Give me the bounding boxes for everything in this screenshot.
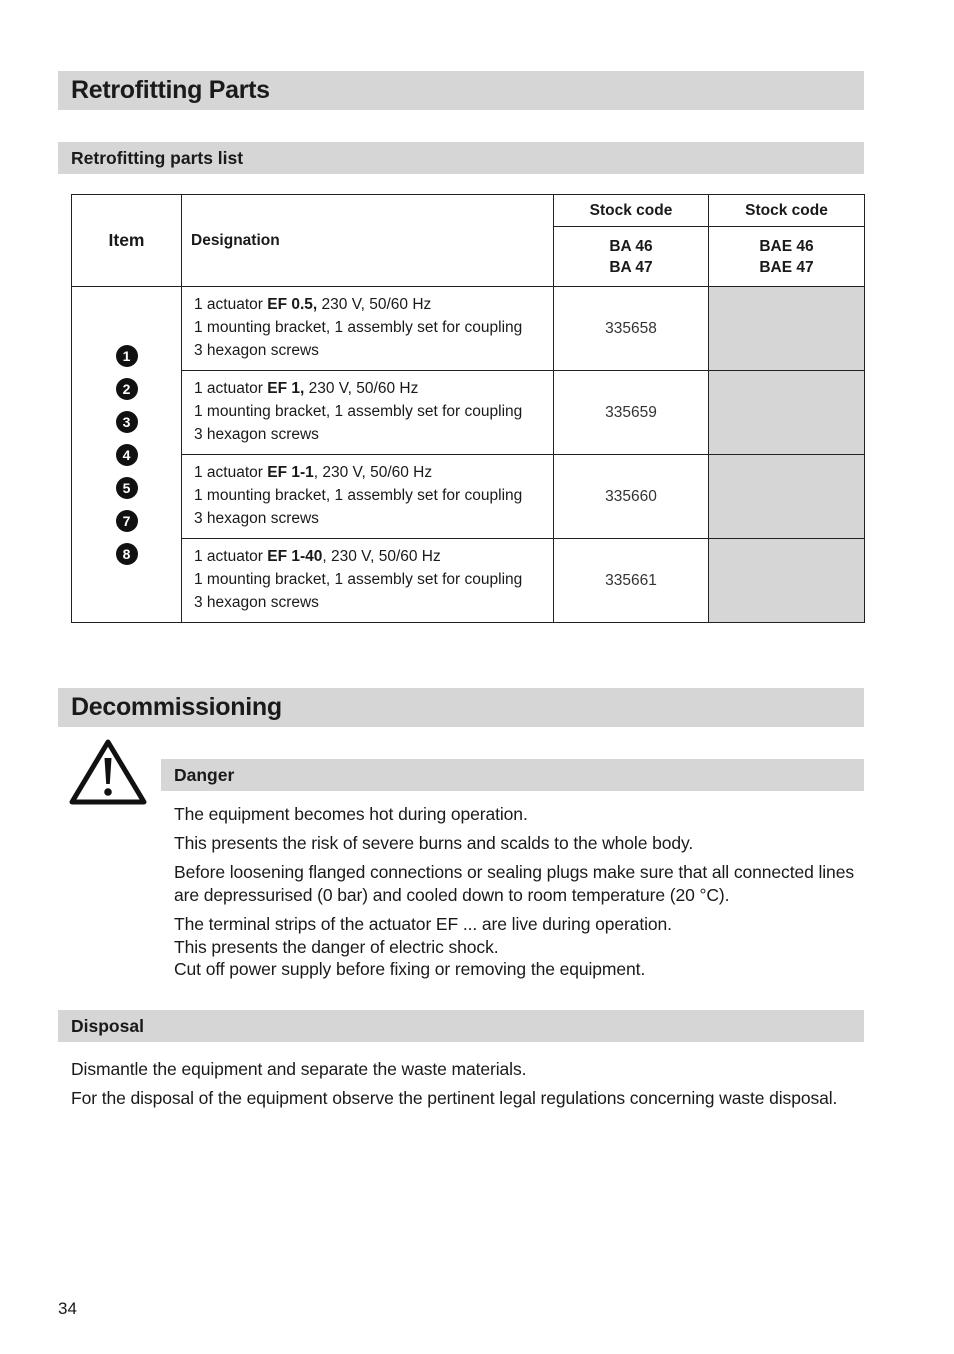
- actuator-model: EF 1-40: [267, 548, 323, 566]
- item-number-badge: 3: [116, 411, 138, 433]
- danger-text-line: are depressurised (0 bar) and cooled down to room temperature (20 °C).: [174, 884, 730, 905]
- danger-text-3: [174, 861, 854, 906]
- table-row: [72, 371, 865, 455]
- designation-prefix: 1 actuator: [194, 296, 268, 314]
- designation-cell: [182, 287, 554, 371]
- retrofitting-parts-heading: [58, 71, 864, 110]
- actuator-model: EF 0.5,: [267, 296, 318, 314]
- danger-text-1: The equipment becomes hot during operation.: [174, 804, 528, 824]
- parts-list-heading: [58, 142, 864, 174]
- danger-text-line: Cut off power supply before fixing or removing the equipment.: [174, 959, 646, 980]
- decommissioning-title: Decommissioning: [71, 693, 282, 721]
- header-designation: Designation: [182, 195, 554, 287]
- header-item: Item: [72, 195, 182, 287]
- item-numbers-cell: [72, 287, 182, 623]
- disposal-heading: [58, 1010, 864, 1042]
- warning-triangle-icon: [69, 738, 147, 806]
- designation-prefix: 1 actuator: [194, 380, 268, 398]
- designation-line: 3 hexagon screws: [194, 509, 319, 527]
- table-row: [72, 539, 865, 623]
- danger-heading: [161, 759, 864, 791]
- item-number-badge: 8: [116, 543, 138, 565]
- retrofitting-parts-table: [71, 194, 865, 623]
- actuator-model: EF 1-1: [267, 464, 314, 482]
- table-row: [72, 287, 865, 371]
- designation-line: 3 hexagon screws: [194, 425, 319, 443]
- item-number-badge: 1: [116, 345, 138, 367]
- designation-cell: [182, 455, 554, 539]
- parts-list-title: Retrofitting parts list: [71, 147, 244, 168]
- danger-text-2: This presents the risk of severe burns and scalds to the whole body.: [174, 833, 694, 853]
- designation-line: 3 hexagon screws: [194, 341, 319, 359]
- stock-code-bae: [709, 287, 865, 371]
- designation-line: [194, 378, 553, 401]
- danger-title: Danger: [174, 764, 235, 785]
- item-number-badge: 2: [116, 378, 138, 400]
- designation-suffix: 230 V, 50/60 Hz: [317, 296, 432, 314]
- designation-line: 3 hexagon screws: [194, 593, 319, 611]
- stock-code-ba: 335661: [554, 539, 709, 623]
- retrofitting-parts-title: Retrofitting Parts: [71, 76, 270, 104]
- stock-code-bae: [709, 371, 865, 455]
- danger-text-line: Before loosening flanged connections or sealing plugs make sure that all connected lines: [174, 862, 854, 882]
- header-stock-code-ba: Stock code: [554, 195, 709, 227]
- designation-prefix: 1 actuator: [194, 548, 268, 566]
- designation-line: 1 mounting bracket, 1 assembly set for coupling: [194, 403, 523, 421]
- designation-line: [194, 462, 553, 485]
- designation-cell: [182, 371, 554, 455]
- stock-code-bae: [709, 455, 865, 539]
- stock-code-bae: [709, 539, 865, 623]
- danger-text-line: The terminal strips of the actuator EF ... are live during operation.: [174, 914, 672, 934]
- actuator-model: EF 1,: [267, 380, 305, 398]
- model-bae47: BAE 47: [759, 258, 814, 276]
- model-ba46: BA 46: [609, 237, 653, 255]
- designation-line: 1 mounting bracket, 1 assembly set for coupling: [194, 319, 523, 337]
- model-bae46: BAE 46: [759, 237, 814, 255]
- header-stock-code-bae: Stock code: [709, 195, 865, 227]
- header-models-bae: [709, 227, 865, 287]
- item-number-badge: 5: [116, 477, 138, 499]
- designation-suffix: , 230 V, 50/60 Hz: [313, 464, 433, 482]
- stock-code-ba: 335660: [554, 455, 709, 539]
- table-row: [72, 455, 865, 539]
- item-number-badge: 7: [116, 510, 138, 532]
- designation-suffix: 230 V, 50/60 Hz: [304, 380, 419, 398]
- designation-prefix: 1 actuator: [194, 464, 268, 482]
- item-number-badge: 4: [116, 444, 138, 466]
- stock-code-ba: 335659: [554, 371, 709, 455]
- page-number: 34: [58, 1299, 77, 1318]
- item-number-list: [72, 345, 181, 565]
- disposal-text-1: Dismantle the equipment and separate the waste materials.: [71, 1059, 527, 1079]
- disposal-text-2: For the disposal of the equipment observe the pertinent legal regulations concerning waste disposal.: [71, 1088, 838, 1108]
- table-header-row: [72, 195, 865, 227]
- decommissioning-heading: [58, 688, 864, 727]
- disposal-title: Disposal: [71, 1015, 144, 1036]
- designation-line: 1 mounting bracket, 1 assembly set for coupling: [194, 487, 523, 505]
- header-models-ba: [554, 227, 709, 287]
- stock-code-ba: 335658: [554, 287, 709, 371]
- designation-suffix: , 230 V, 50/60 Hz: [322, 548, 441, 566]
- danger-text-line: This presents the danger of electric shock.: [174, 936, 499, 957]
- model-ba47: BA 47: [609, 258, 653, 276]
- designation-cell: [182, 539, 554, 623]
- danger-text-4: [174, 913, 672, 981]
- designation-line: 1 mounting bracket, 1 assembly set for coupling: [194, 571, 523, 589]
- designation-line: [194, 546, 553, 569]
- designation-line: [194, 294, 553, 317]
